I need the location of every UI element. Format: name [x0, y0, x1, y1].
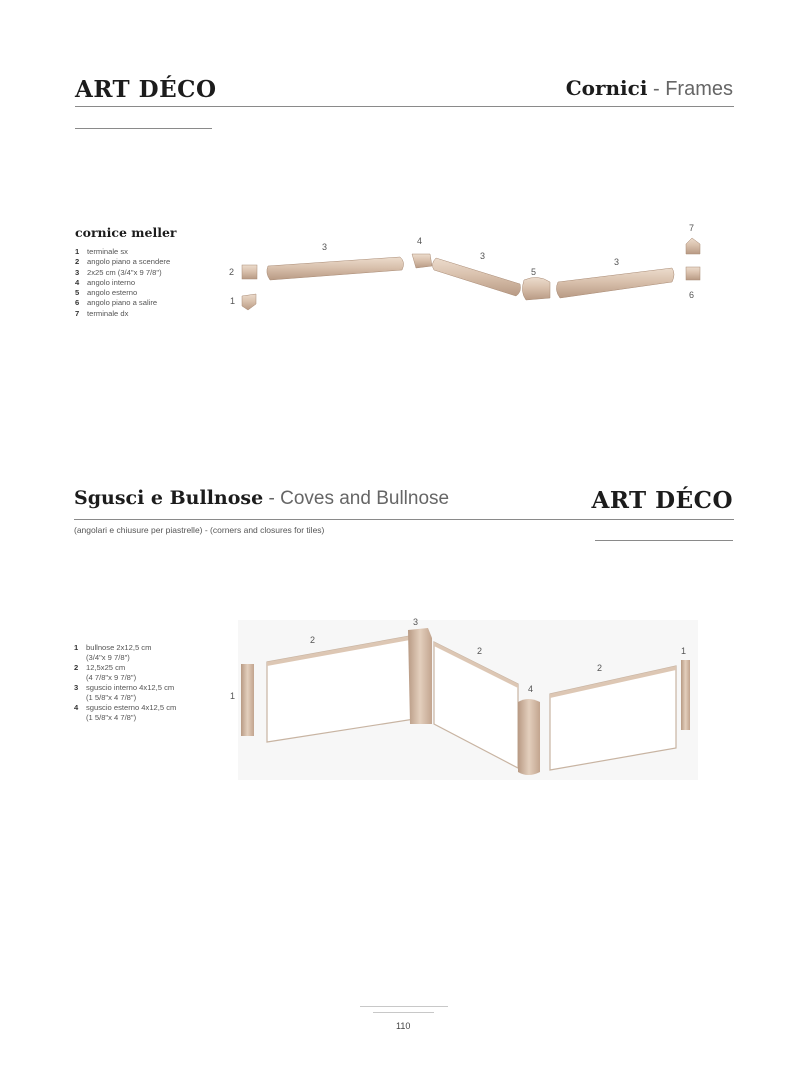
section2-spec-list — [74, 643, 176, 723]
label-tile-2: 2 — [477, 646, 483, 656]
list-item: 3 2x25 cm (3/4"x 9 7/8") — [75, 267, 162, 277]
bullnose-right — [681, 660, 690, 730]
label-piece-5: 5 — [531, 267, 537, 277]
section-title-sep: - — [647, 78, 666, 100]
label-piece-2: 2 — [229, 267, 235, 277]
list-item: 2 angolo piano a scendere — [75, 257, 171, 267]
section2-brand: ART DÉCO — [591, 487, 733, 514]
section2-short-rule — [595, 540, 733, 541]
moulding-bar-middle — [432, 258, 520, 296]
section2-title-bold: Sgusci e Bullnose — [74, 487, 264, 509]
product-spec-list — [75, 247, 170, 319]
label-piece-3: 3 — [480, 251, 486, 261]
flat-corner-up-piece — [686, 267, 700, 280]
list-item: 2 12,5x25 cm (4 7/8"x 9 7/8") — [74, 663, 137, 682]
footer-rule-short — [373, 1012, 434, 1013]
header-rule — [75, 106, 734, 107]
section2-rule — [74, 519, 734, 520]
list-item: 4 angolo interno — [75, 277, 136, 287]
list-item: 3 sguscio interno 4x12,5 cm (1 5/8"x 4 7/8") — [74, 683, 175, 702]
label-piece-4: 4 — [417, 236, 423, 246]
label-piece-7: 7 — [689, 223, 695, 233]
label-piece-1: 1 — [230, 296, 236, 306]
list-item: 4 sguscio esterno 4x12,5 cm (1 5/8"x 4 7/8") — [74, 703, 177, 722]
label-tile-2: 2 — [310, 635, 316, 645]
inner-corner-piece — [412, 254, 432, 268]
list-item: 7 terminale dx — [75, 308, 129, 318]
outer-cove — [518, 699, 540, 775]
section2-title — [74, 487, 449, 510]
terminal-right-piece — [686, 238, 700, 254]
list-item: 1 terminale sx — [75, 247, 128, 256]
label-tile-2: 2 — [597, 663, 603, 673]
outer-corner-piece — [522, 277, 550, 300]
label-tile-4: 4 — [528, 684, 534, 694]
tiles-illustration — [238, 620, 698, 780]
cornice-illustration — [220, 220, 710, 335]
section2-title-light: Coves and Bullnose — [280, 488, 450, 509]
product-title: cornice meller — [75, 225, 177, 240]
list-item: 1 bullnose 2x12,5 cm (3/4"x 9 7/8") — [74, 643, 152, 662]
section-title-light: Frames — [665, 78, 733, 100]
bullnose-left — [241, 664, 254, 736]
list-item: 5 angolo esterno — [75, 288, 138, 298]
section2-subtitle: (angolari e chiusure per piastrelle) - (corners and closures for tiles) — [74, 525, 325, 535]
label-piece-6: 6 — [689, 290, 695, 300]
moulding-bar-left — [267, 257, 404, 280]
section2-title-sep: - — [263, 488, 281, 509]
page-number: 110 — [396, 1021, 411, 1031]
inner-cove — [408, 628, 432, 724]
label-tile-1: 1 — [681, 646, 687, 656]
section-title — [566, 76, 733, 101]
label-piece-3: 3 — [614, 257, 620, 267]
footer-rule — [360, 1006, 448, 1007]
label-tile-1: 1 — [230, 691, 236, 701]
moulding-bar-right — [556, 268, 674, 298]
label-tile-3: 3 — [413, 617, 419, 627]
terminal-left-piece — [242, 294, 256, 310]
list-item: 6 angolo piano a salire — [75, 298, 158, 308]
brand-title: ART DÉCO — [75, 76, 217, 103]
section-title-bold: Cornici — [565, 76, 648, 100]
header-short-rule — [75, 128, 212, 129]
flat-corner-down-piece — [242, 265, 257, 279]
label-piece-3: 3 — [322, 242, 328, 252]
